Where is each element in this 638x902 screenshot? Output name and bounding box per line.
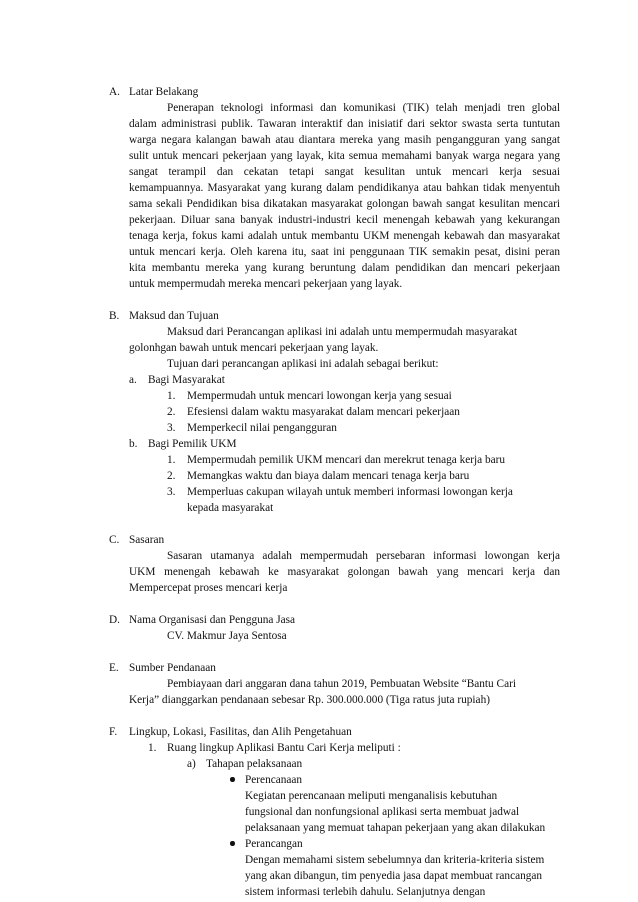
section-c-paragraph-line: Sasaran utamanya adalah mempermudah persebaran informasi lowongan kerja xyxy=(167,550,560,562)
list-item-number: 1. xyxy=(148,742,157,754)
section-a-paragraph-line: kemampuannya. Masyarakat yang kurang dalam pendidikanya atau bahkan tidak menyentuh xyxy=(129,182,560,194)
section-b-intro-line: golonhgan bawah untuk mencari pekerjaan yang layak. xyxy=(129,342,379,354)
bullet-text-line: pelaksanaan yang memuat tahapan pekerjaan yang akan dilakukan xyxy=(245,822,546,834)
list-item-text: Efesiensi dalam waktu masyarakat dalam mencari pekerjaan xyxy=(187,406,460,418)
section-c-paragraph-line: Mempercepat proses mencari kerja xyxy=(129,582,288,594)
section-d-marker: D. xyxy=(109,614,120,626)
bullet-text-line: sistem informasi terlebih dahulu. Selanjutnya dengan xyxy=(245,886,486,898)
section-a-paragraph-line: untuk mempermudah mereka mencari pekerjaan yang layak. xyxy=(129,278,403,290)
list-item-number: 3. xyxy=(167,486,176,498)
section-e-heading: Sumber Pendanaan xyxy=(129,662,216,674)
bullet-text-line: fungsional dan nonfungsional aplikasi serta membuat jadwal xyxy=(245,806,520,818)
list-item-number: 1. xyxy=(167,454,176,466)
section-a-paragraph-line: kita membantu mereka yang kurang beruntung dalam pendidikan dan mencari pekerjaan xyxy=(129,262,560,274)
bullet-text-line: Dengan memahami sistem sebelumnya dan kriteria-kriteria sistem xyxy=(245,854,545,866)
section-a-paragraph-line: pekerjaan. Diluar sana banyak industri-industri kecil menengah kebawah yang kekurangan xyxy=(129,214,560,226)
section-e-paragraph-line: Pembiayaan dari anggaran dana tahun 2019, Pembuatan Website “Bantu Cari xyxy=(167,678,516,690)
bullet-title: Perancangan xyxy=(245,838,303,850)
sublist-label: Tahapan pelaksanaan xyxy=(206,758,303,770)
sublist-marker: a) xyxy=(187,758,196,770)
sublist-a-label: Bagi Masyarakat xyxy=(148,374,225,386)
section-a-marker: A. xyxy=(109,86,120,98)
list-item-number: 3. xyxy=(167,422,176,434)
section-d-heading: Nama Organisasi dan Pengguna Jasa xyxy=(129,614,296,626)
bullet-text-line: Kegiatan perencanaan meliputi menganalisis kebutuhan xyxy=(245,790,498,802)
section-c-marker: C. xyxy=(109,534,120,546)
section-a-paragraph-line: sama sekali Pendidikan bisa dikatakan masyarakat golongan bawah sangat kesulitan mencari xyxy=(129,198,560,210)
section-b-intro-line: Tujuan dari perancangan aplikasi ini adalah sebagai berikut: xyxy=(167,358,439,370)
section-a-paragraph-line: warga negara kalangan bawah atau diantara mereka yang masih pengangguran yang sangat xyxy=(129,134,560,146)
sublist-a-marker: a. xyxy=(129,374,137,386)
section-a-heading: Latar Belakang xyxy=(129,86,199,98)
section-b-heading: Maksud dan Tujuan xyxy=(129,310,219,322)
bullet-text-line: yang akan dibangun, tim penyedia jasa dapat membuat rancangan xyxy=(245,870,543,882)
section-a-paragraph-line: tenaga kerja, fokus kami adalah untuk membantu UKM menengah kebawah dan masyarakat xyxy=(129,230,560,242)
section-a-paragraph-line: untuk mencari kerja. Oleh karena itu, saat ini penggunaan TIK semakin pesat, disini peran xyxy=(129,246,560,258)
bullet-icon xyxy=(230,841,235,846)
section-a-paragraph-line: sangat terampil dan cekatan tetapi sangat kesulitan untuk mencari kerja sesuai xyxy=(129,166,560,178)
section-b-marker: B. xyxy=(109,310,120,322)
list-item-text: Mempermudah untuk mencari lowongan kerja yang sesuai xyxy=(187,390,452,402)
sublist-b-label: Bagi Pemilik UKM xyxy=(148,438,237,450)
organization-name: CV. Makmur Jaya Sentosa xyxy=(167,630,287,642)
list-item-number: 1. xyxy=(167,390,176,402)
list-item-text: Memperkecil nilai pengangguran xyxy=(187,422,337,434)
list-item-text: Memangkas waktu dan biaya dalam mencari tenaga kerja baru xyxy=(187,470,470,482)
section-c-paragraph-line: UKM menengah kebawah ke masyarakat golongan bawah yang mencari kerja dan xyxy=(129,566,560,578)
list-item-text: Ruang lingkup Aplikasi Bantu Cari Kerja meliputi : xyxy=(167,742,401,754)
section-e-marker: E. xyxy=(109,662,119,674)
section-a-paragraph-line: Penerapan teknologi informasi dan komunikasi (TIK) telah menjadi tren global xyxy=(167,102,560,114)
section-f-marker: F. xyxy=(109,726,118,738)
section-e-paragraph-line: Kerja” dianggarkan pendanaan sebesar Rp. 300.000.000 (Tiga ratus juta rupiah) xyxy=(129,694,490,706)
list-item-number: 2. xyxy=(167,406,176,418)
bullet-icon xyxy=(230,777,235,782)
list-item-text: Memperluas cakupan wilayah untuk memberi informasi lowongan kerja xyxy=(187,486,513,498)
section-a-paragraph-line: sulit untuk mencari pekerjaan yang layak, kita semua memahami banyak warga negara yang xyxy=(129,150,560,162)
section-f-heading: Lingkup, Lokasi, Fasilitas, dan Alih Pengetahuan xyxy=(129,726,352,738)
list-item-text-continued: kepada masyarakat xyxy=(187,502,274,514)
section-c-heading: Sasaran xyxy=(129,534,165,546)
list-item-text: Mempermudah pemilik UKM mencari dan merekrut tenaga kerja baru xyxy=(187,454,506,466)
section-b-intro-line: Maksud dari Perancangan aplikasi ini adalah untu mempermudah masyarakat xyxy=(167,326,518,338)
section-a-paragraph-line: dalam administrasi publik. Tawaran interaktif dan inisiatif dari sektor swasta serta tuntutan xyxy=(129,118,560,130)
bullet-title: Perencanaan xyxy=(245,774,303,786)
sublist-b-marker: b. xyxy=(129,438,138,450)
list-item-number: 2. xyxy=(167,470,176,482)
